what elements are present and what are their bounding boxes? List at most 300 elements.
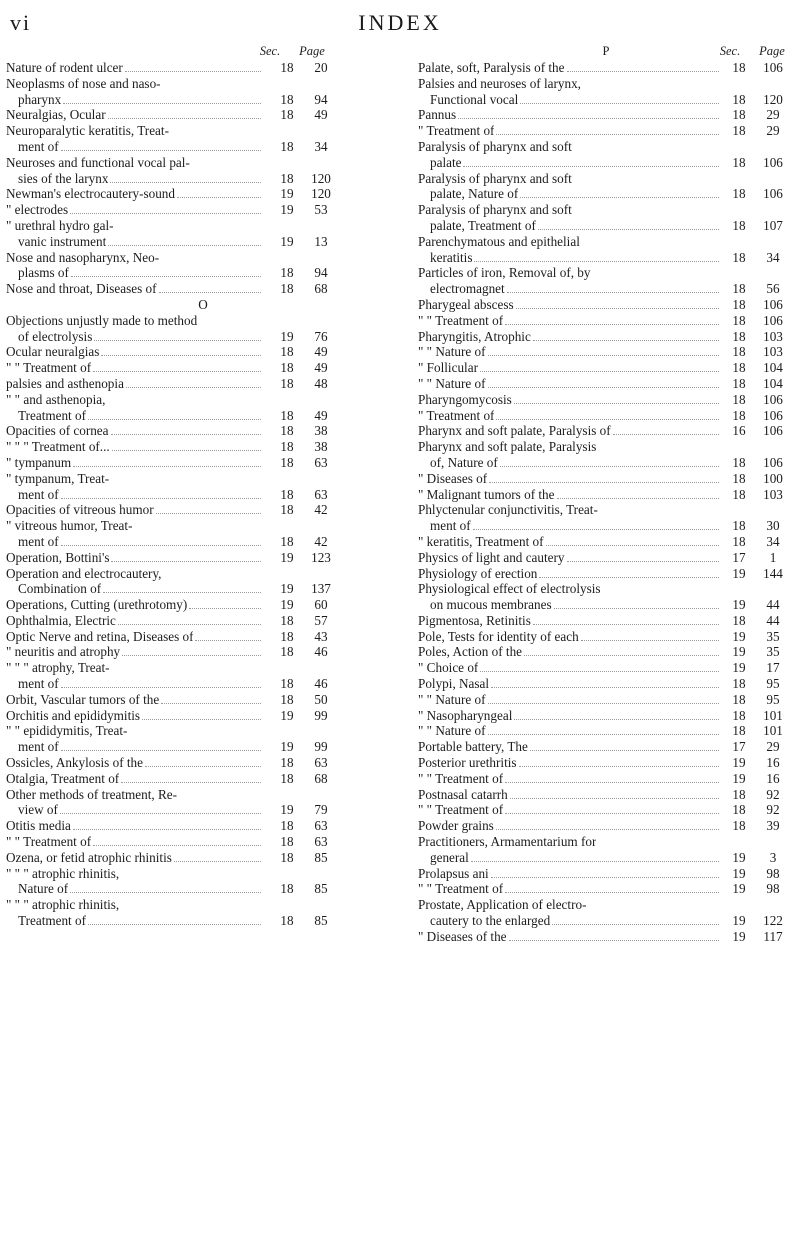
section-number: 18 bbox=[732, 123, 746, 139]
dot-leader bbox=[112, 450, 261, 451]
section-number: 16 bbox=[732, 423, 746, 439]
sec-column-label: Sec. bbox=[719, 44, 741, 58]
entry-text: Polypi, Nasal bbox=[418, 676, 490, 692]
page-reference: 104 bbox=[763, 375, 783, 391]
entry-text: electromagnet bbox=[430, 281, 505, 297]
page-reference: 106 bbox=[763, 60, 783, 75]
index-entry bbox=[6, 123, 400, 155]
section-number: 18 bbox=[280, 533, 294, 549]
page-reference: 104 bbox=[763, 360, 783, 376]
page-reference: 144 bbox=[763, 565, 783, 581]
index-entry bbox=[6, 376, 400, 392]
dot-leader bbox=[174, 861, 261, 862]
page-reference: 106 bbox=[763, 391, 783, 407]
entry-text: Neuroses and functional vocal pal- bbox=[6, 154, 190, 170]
entry-text: Prostate, Application of electro- bbox=[418, 897, 587, 913]
index-entry bbox=[6, 107, 400, 123]
index-entry bbox=[418, 534, 794, 550]
dot-leader bbox=[488, 387, 719, 388]
dot-leader bbox=[471, 861, 719, 862]
dot-leader bbox=[122, 655, 261, 656]
dot-leader bbox=[538, 229, 719, 230]
page-reference: 103 bbox=[763, 344, 783, 360]
dot-leader bbox=[514, 403, 719, 404]
section-number: 18 bbox=[280, 818, 294, 834]
section-number: 18 bbox=[732, 154, 746, 170]
page-reference: 106 bbox=[763, 154, 783, 170]
dot-leader bbox=[516, 308, 719, 309]
entry-text: " neuritis and atrophy bbox=[6, 644, 121, 660]
index-entry bbox=[418, 629, 794, 645]
index-entry bbox=[6, 787, 400, 819]
dot-leader bbox=[567, 71, 720, 72]
index-entry bbox=[418, 929, 794, 945]
index-entry bbox=[6, 613, 400, 629]
dot-leader bbox=[195, 640, 261, 641]
index-entry bbox=[6, 771, 400, 787]
entry-text: ment of bbox=[18, 138, 59, 154]
index-entry bbox=[6, 597, 400, 613]
index-entry bbox=[6, 155, 400, 187]
entry-text: Poles, Action of the bbox=[418, 644, 523, 660]
section-number: 18 bbox=[280, 628, 294, 644]
page-reference: 76 bbox=[314, 328, 328, 344]
entry-text: view of bbox=[18, 802, 58, 818]
page-reference: 56 bbox=[766, 281, 780, 297]
index-entry bbox=[6, 218, 400, 250]
page-reference: 46 bbox=[314, 676, 328, 692]
section-number: 18 bbox=[280, 770, 294, 786]
section-number: 19 bbox=[732, 597, 746, 613]
index-entry bbox=[418, 708, 794, 724]
dot-leader bbox=[101, 355, 261, 356]
page-reference: 42 bbox=[314, 533, 328, 549]
entry-text: Nose and throat, Diseases of bbox=[6, 281, 157, 297]
section-number: 18 bbox=[280, 265, 294, 281]
index-entry bbox=[418, 550, 794, 566]
page-reference: 44 bbox=[766, 597, 780, 613]
page-number: vi bbox=[10, 10, 32, 35]
page-reference: 34 bbox=[766, 249, 780, 265]
dot-leader bbox=[514, 719, 719, 720]
section-number: 18 bbox=[280, 691, 294, 707]
entry-text: ment of bbox=[18, 533, 59, 549]
entry-text: Orbit, Vascular tumors of the bbox=[6, 691, 160, 707]
page-reference: 68 bbox=[314, 770, 328, 786]
section-number: 18 bbox=[732, 312, 746, 328]
dot-leader bbox=[156, 513, 261, 514]
index-entry bbox=[418, 471, 794, 487]
page-reference: 49 bbox=[314, 360, 328, 376]
page-reference: 101 bbox=[763, 707, 783, 723]
section-number: 19 bbox=[280, 549, 294, 565]
entry-text: keratitis bbox=[430, 249, 473, 265]
entry-text: Neoplasms of nose and naso- bbox=[6, 75, 161, 91]
index-entry bbox=[418, 723, 794, 739]
entry-text: Powder grains bbox=[418, 818, 494, 834]
page-reference: 92 bbox=[766, 786, 780, 802]
entry-text: " Treatment of bbox=[418, 407, 495, 423]
index-entry bbox=[418, 787, 794, 803]
index-entry bbox=[418, 234, 794, 266]
entry-text: Functional vocal bbox=[430, 91, 519, 107]
dot-leader bbox=[489, 482, 719, 483]
page-reference: 94 bbox=[314, 91, 328, 107]
dot-leader bbox=[108, 245, 261, 246]
entry-text: Neuroparalytic keratitis, Treat- bbox=[6, 123, 169, 139]
index-entry bbox=[418, 60, 794, 76]
entry-text: Physiology of erection bbox=[418, 565, 538, 581]
dot-leader bbox=[177, 197, 261, 198]
section-number: 19 bbox=[732, 849, 746, 865]
section-number: 18 bbox=[732, 344, 746, 360]
dot-leader bbox=[505, 324, 719, 325]
entry-text: " " Nature of bbox=[418, 375, 486, 391]
entry-text: palate, Treatment of bbox=[430, 217, 536, 233]
index-entry bbox=[6, 692, 400, 708]
dot-leader bbox=[581, 640, 719, 641]
dot-leader bbox=[111, 561, 261, 562]
dot-leader bbox=[94, 340, 261, 341]
page-reference: 123 bbox=[311, 549, 331, 565]
page-reference: 103 bbox=[763, 328, 783, 344]
page-reference: 17 bbox=[766, 660, 780, 676]
entry-text: Paralysis of pharynx and soft bbox=[418, 138, 572, 154]
index-entry bbox=[6, 897, 400, 929]
page-reference: 39 bbox=[766, 818, 780, 834]
page-reference: 29 bbox=[766, 123, 780, 139]
section-number: 18 bbox=[280, 407, 294, 423]
dot-leader bbox=[491, 877, 719, 878]
page-reference: 42 bbox=[314, 502, 328, 518]
index-entry bbox=[6, 723, 400, 755]
page-reference: 50 bbox=[314, 691, 328, 707]
entry-text: general bbox=[430, 849, 469, 865]
dot-leader bbox=[61, 545, 261, 546]
index-entry bbox=[418, 392, 794, 408]
section-number: 19 bbox=[732, 755, 746, 771]
section-number: 19 bbox=[732, 628, 746, 644]
dot-leader bbox=[458, 118, 719, 119]
entry-text: Neuralgias, Ocular bbox=[6, 107, 106, 123]
page-reference: 98 bbox=[766, 865, 780, 881]
entry-text: " Diseases of the bbox=[418, 928, 507, 944]
page-reference: 44 bbox=[766, 612, 780, 628]
entry-text: Opacities of cornea bbox=[6, 423, 109, 439]
index-entry bbox=[6, 392, 400, 424]
index-entry bbox=[6, 360, 400, 376]
entry-text: Nature of rodent ulcer bbox=[6, 60, 123, 75]
index-entry bbox=[6, 60, 400, 76]
entry-text: " Follicular bbox=[418, 360, 478, 376]
entry-text: " tympanum bbox=[6, 454, 72, 470]
entry-text: Ozena, or fetid atrophic rhinitis bbox=[6, 849, 172, 865]
index-entry bbox=[6, 471, 400, 503]
dot-leader bbox=[505, 782, 719, 783]
index-entry bbox=[418, 171, 794, 203]
dot-leader bbox=[60, 813, 261, 814]
entry-text: " urethral hydro gal- bbox=[6, 217, 114, 233]
index-entry bbox=[6, 423, 400, 439]
index-entry bbox=[6, 834, 400, 850]
section-number: 18 bbox=[732, 518, 746, 534]
section-number: 19 bbox=[732, 644, 746, 660]
dot-leader bbox=[473, 529, 719, 530]
dot-leader bbox=[488, 734, 719, 735]
entry-text: ment of bbox=[18, 676, 59, 692]
dot-leader bbox=[110, 182, 261, 183]
page-reference: 49 bbox=[314, 344, 328, 360]
page-reference: 122 bbox=[763, 913, 783, 929]
entry-text: " " Treatment of bbox=[418, 770, 504, 786]
dot-leader bbox=[88, 924, 261, 925]
index-entry bbox=[418, 423, 794, 439]
entry-text: Nose and nasopharynx, Neo- bbox=[6, 249, 160, 265]
entry-text: Orchitis and epididymitis bbox=[6, 707, 141, 723]
section-number: 19 bbox=[280, 739, 294, 755]
dot-leader bbox=[480, 371, 719, 372]
dot-leader bbox=[61, 687, 261, 688]
page-reference: 48 bbox=[314, 375, 328, 391]
section-number: 18 bbox=[280, 60, 294, 75]
dot-leader bbox=[118, 624, 261, 625]
section-number: 18 bbox=[732, 802, 746, 818]
page-reference: 53 bbox=[314, 202, 328, 218]
section-number: 18 bbox=[732, 486, 746, 502]
page-reference: 98 bbox=[766, 881, 780, 897]
section-number: 18 bbox=[280, 755, 294, 771]
dot-leader bbox=[111, 434, 261, 435]
index-entry bbox=[6, 708, 400, 724]
section-number: 19 bbox=[280, 328, 294, 344]
dot-leader bbox=[70, 892, 261, 893]
entry-text: pharynx bbox=[18, 91, 62, 107]
entry-text: Pannus bbox=[418, 107, 457, 123]
entry-text: Optic Nerve and retina, Diseases of bbox=[6, 628, 194, 644]
page-reference: 103 bbox=[763, 486, 783, 502]
dot-leader bbox=[125, 71, 261, 72]
entry-text: " " Treatment of bbox=[418, 802, 504, 818]
index-entry bbox=[418, 676, 794, 692]
section-number: 17 bbox=[732, 739, 746, 755]
section-letter: O bbox=[198, 296, 208, 312]
page-reference: 49 bbox=[314, 407, 328, 423]
entry-text: Postnasal catarrh bbox=[418, 786, 508, 802]
entry-text: Paralysis of pharynx and soft bbox=[418, 202, 572, 218]
index-entry bbox=[418, 613, 794, 629]
page-title: INDEX bbox=[358, 10, 442, 35]
section-number: 19 bbox=[732, 865, 746, 881]
dot-leader bbox=[70, 213, 261, 214]
page-reference: 46 bbox=[314, 644, 328, 660]
entry-text: Pharynx and soft palate, Paralysis bbox=[418, 439, 597, 455]
index-entry bbox=[418, 502, 794, 534]
dot-leader bbox=[463, 166, 719, 167]
section-number: 17 bbox=[732, 549, 746, 565]
page-reference: 120 bbox=[311, 170, 331, 186]
index-entry bbox=[6, 818, 400, 834]
page-reference: 43 bbox=[314, 628, 328, 644]
entry-text: " " Nature of bbox=[418, 691, 486, 707]
entry-text: Other methods of treatment, Re- bbox=[6, 786, 178, 802]
entry-text: Physiological effect of electrolysis bbox=[418, 581, 601, 597]
entry-text: Portable battery, The bbox=[418, 739, 528, 755]
section-number: 18 bbox=[732, 470, 746, 486]
dot-leader bbox=[88, 419, 261, 420]
entry-text: palate, Nature of bbox=[430, 186, 519, 202]
page-reference: 137 bbox=[311, 581, 331, 597]
dot-leader bbox=[524, 655, 719, 656]
dot-leader bbox=[533, 624, 719, 625]
section-number: 18 bbox=[280, 612, 294, 628]
entry-text: " keratitis, Treatment of bbox=[418, 533, 544, 549]
index-entry bbox=[6, 202, 400, 218]
index-entry bbox=[418, 755, 794, 771]
dot-leader bbox=[496, 829, 719, 830]
dot-leader bbox=[539, 577, 719, 578]
dot-leader bbox=[189, 608, 261, 609]
dot-leader bbox=[61, 150, 261, 151]
dot-leader bbox=[557, 498, 719, 499]
section-number: 18 bbox=[732, 533, 746, 549]
index-entry bbox=[418, 139, 794, 171]
section-number: 18 bbox=[280, 138, 294, 154]
index-entry bbox=[6, 629, 400, 645]
index-entry bbox=[418, 739, 794, 755]
index-entry bbox=[6, 518, 400, 550]
entry-text: cautery to the enlarged bbox=[430, 913, 551, 929]
index-entry bbox=[6, 550, 400, 566]
page-reference: 57 bbox=[314, 612, 328, 628]
page-reference: 20 bbox=[314, 60, 328, 75]
section-number: 18 bbox=[732, 296, 746, 312]
section-letter: P bbox=[602, 44, 610, 58]
index-entry bbox=[418, 107, 794, 123]
dot-leader bbox=[519, 766, 719, 767]
entry-text: Otitis media bbox=[6, 818, 71, 834]
entry-text: " " Treatment of bbox=[418, 881, 504, 897]
page-reference: 106 bbox=[763, 454, 783, 470]
index-entry bbox=[418, 897, 794, 929]
entry-text: Ocular neuralgias bbox=[6, 344, 100, 360]
page-reference: 13 bbox=[314, 233, 328, 249]
index-entry bbox=[418, 76, 794, 108]
entry-text: " " " Treatment of... bbox=[6, 439, 110, 455]
dot-leader bbox=[496, 419, 719, 420]
page-column-label: Page bbox=[759, 44, 785, 58]
dot-leader bbox=[567, 561, 720, 562]
entry-text: Ophthalmia, Electric bbox=[6, 612, 116, 628]
section-number: 18 bbox=[732, 328, 746, 344]
section-number: 19 bbox=[732, 928, 746, 944]
index-entry bbox=[6, 250, 400, 282]
index-entry bbox=[6, 566, 400, 598]
dot-leader bbox=[103, 592, 261, 593]
page-reference: 85 bbox=[314, 881, 328, 897]
dot-leader bbox=[510, 798, 719, 799]
index-entry bbox=[418, 802, 794, 818]
dot-leader bbox=[505, 892, 719, 893]
dot-leader bbox=[145, 766, 261, 767]
page-reference: 63 bbox=[314, 454, 328, 470]
dot-leader bbox=[61, 498, 261, 499]
entry-text: " Choice of bbox=[418, 660, 479, 676]
page-reference: 63 bbox=[314, 755, 328, 771]
entry-text: palate bbox=[430, 154, 462, 170]
index-entry bbox=[418, 329, 794, 345]
page-reference: 63 bbox=[314, 834, 328, 850]
section-number: 18 bbox=[732, 186, 746, 202]
dot-leader bbox=[552, 924, 719, 925]
dot-leader bbox=[73, 466, 261, 467]
entry-text: " tympanum, Treat- bbox=[6, 470, 110, 486]
index-entry bbox=[418, 818, 794, 834]
section-number: 18 bbox=[732, 691, 746, 707]
entry-text: Paralysis of pharynx and soft bbox=[418, 170, 572, 186]
entry-text: Parenchymatous and epithelial bbox=[418, 233, 580, 249]
section-number: 18 bbox=[280, 502, 294, 518]
entry-text: Particles of iron, Removal of, by bbox=[418, 265, 591, 281]
dot-leader bbox=[93, 371, 261, 372]
section-number: 18 bbox=[732, 107, 746, 123]
section-number: 18 bbox=[280, 454, 294, 470]
entry-text: sies of the larynx bbox=[18, 170, 109, 186]
section-number: 18 bbox=[732, 375, 746, 391]
entry-text: Pharynx and soft palate, Paralysis of bbox=[418, 423, 611, 439]
entry-text: Treatment of bbox=[18, 913, 87, 929]
dot-leader bbox=[491, 687, 719, 688]
section-number: 18 bbox=[280, 486, 294, 502]
page-reference: 60 bbox=[314, 597, 328, 613]
dot-leader bbox=[73, 829, 261, 830]
section-number: 18 bbox=[732, 407, 746, 423]
entry-text: Treatment of bbox=[18, 407, 87, 423]
page-reference: 106 bbox=[763, 186, 783, 202]
dot-leader bbox=[488, 703, 719, 704]
index-entry bbox=[6, 281, 400, 297]
page-reference: 120 bbox=[763, 91, 783, 107]
index-entry bbox=[418, 581, 794, 613]
section-number: 18 bbox=[732, 91, 746, 107]
index-entry bbox=[418, 566, 794, 582]
index-entry bbox=[418, 881, 794, 897]
page-reference: 38 bbox=[314, 439, 328, 455]
dot-leader bbox=[126, 387, 261, 388]
entry-text: " " " atrophic rhinitis, bbox=[6, 865, 120, 881]
entry-text: Pole, Tests for identity of each bbox=[418, 628, 579, 644]
entry-text: ment of bbox=[18, 739, 59, 755]
page-reference: 85 bbox=[314, 913, 328, 929]
entry-text: Pigmentosa, Retinitis bbox=[418, 612, 531, 628]
index-entries bbox=[418, 60, 794, 945]
entry-text: vanic instrument bbox=[18, 233, 107, 249]
dot-leader bbox=[93, 845, 261, 846]
entry-text: Pharyngitis, Atrophic bbox=[418, 328, 531, 344]
index-entry bbox=[6, 186, 400, 202]
index-entry bbox=[6, 502, 400, 518]
section-number: 18 bbox=[732, 281, 746, 297]
entry-text: Pharygeal abscess bbox=[418, 296, 514, 312]
section-number: 19 bbox=[732, 881, 746, 897]
section-number: 18 bbox=[280, 281, 294, 297]
page-reference: 35 bbox=[766, 628, 780, 644]
entry-text: " " Nature of bbox=[418, 723, 486, 739]
index-entry bbox=[6, 866, 400, 898]
dot-leader bbox=[488, 355, 719, 356]
section-number: 18 bbox=[732, 612, 746, 628]
section-number: 18 bbox=[732, 786, 746, 802]
index-entry bbox=[6, 439, 400, 455]
